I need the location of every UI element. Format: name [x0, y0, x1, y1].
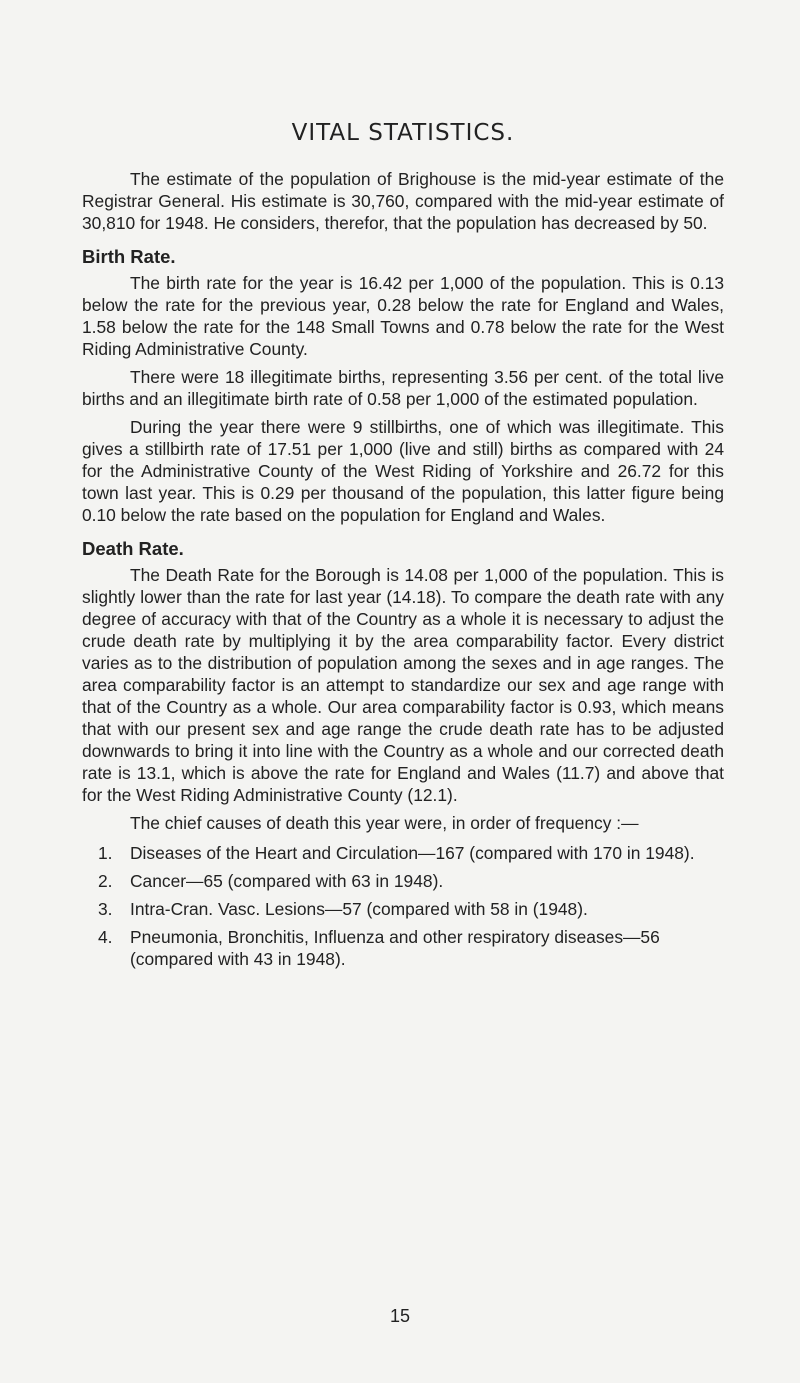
- list-item-text: Pneumonia, Bronchitis, Influenza and other respiratory diseases—56 (compared with 43 in 1948).: [130, 927, 660, 969]
- list-item-number: 4.: [98, 927, 113, 947]
- intro-paragraph: The estimate of the population of Brighouse is the mid-year estimate of the Registrar General. His estimate is 30,760, compared with the mid-year estimate of 30,810 for 1948. He considers, therefor, that the population has decreased by 50.: [82, 169, 724, 233]
- list-item-text: Diseases of the Heart and Circulation—167 (compared with 170 in 1948).: [130, 843, 695, 863]
- death-rate-paragraph-1: The Death Rate for the Borough is 14.08 per 1,000 of the population. This is slightly lower than the rate for last year (14.18). To compare the death rate with any degree of accuracy with that of the Country as a whole it is necessary to adjust the crude death rate by multiplying it by the area comparability factor. Every district varies as to the distribution of population among the sexes and in age ranges. The area comparability factor is an attempt to standardize our sex and age range with that of the Country as a whole. Our area comparability factor is 0.93, which means that with our present sex and age range the crude death rate has to be adjusted downwards to bring it into line with the Country as a whole and our corrected death rate is 13.1, which is above the rate for England and Wales (11.7) and above that for the West Riding Administrative County (12.1).: [82, 565, 724, 805]
- page-number: 15: [389, 1306, 411, 1326]
- page-title: VITAL STATISTICS.: [291, 120, 515, 146]
- birth-rate-heading: Birth Rate.: [82, 246, 176, 267]
- list-item: [82, 898, 724, 920]
- list-item-text: Cancer—65 (compared with 63 in 1948).: [130, 871, 444, 891]
- birth-rate-paragraph-2: There were 18 illegitimate births, representing 3.56 per cent. of the total live births and an illegitimate birth rate of 0.58 per 1,000 of the estimated population.: [82, 367, 724, 409]
- death-rate-paragraph-2: The chief causes of death this year were, in order of frequency :—: [130, 813, 639, 833]
- list-item-number: 1.: [98, 843, 113, 863]
- birth-rate-paragraph-1: The birth rate for the year is 16.42 per 1,000 of the population. This is 0.13 below the rate for the previous year, 0.28 below the rate for England and Wales, 1.58 below the rate for the 148 Small Towns and 0.78 below the rate for the West Riding Administrative County.: [82, 273, 724, 359]
- birth-rate-paragraph-3: During the year there were 9 stillbirths, one of which was illegitimate. This gives a stillbirth rate of 17.51 per 1,000 (live and still) births as compared with 24 for the Administrative County of the West Riding of Yorkshire and 26.72 for this town last year. This is 0.29 per thousand of the population, this latter figure being 0.10 below the rate based on the population for England and Wales.: [82, 417, 724, 525]
- list-item-text: Intra-Cran. Vasc. Lesions—57 (compared with 58 in (1948).: [130, 899, 588, 919]
- list-item: [82, 926, 724, 970]
- death-rate-heading: Death Rate.: [82, 538, 184, 559]
- list-item: [82, 842, 724, 864]
- causes-of-death-list: [82, 842, 724, 970]
- list-item-number: 3.: [98, 899, 113, 919]
- list-item-number: 2.: [98, 871, 113, 891]
- list-item: [82, 870, 724, 892]
